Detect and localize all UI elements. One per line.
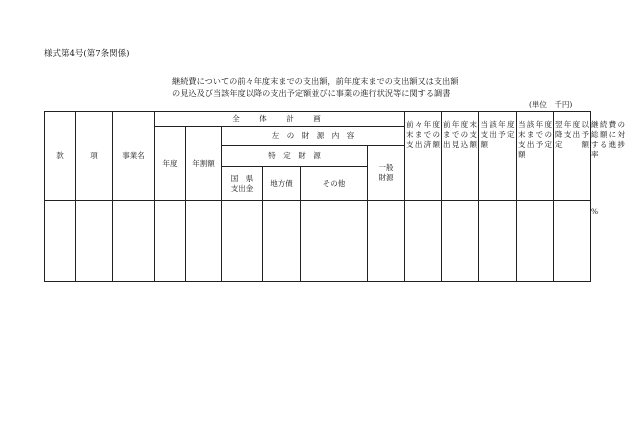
cell-zenzen-nendo <box>405 201 442 282</box>
header-zaigen-naiyo: 左 の 財 源 内 容 <box>222 127 405 146</box>
title-line-1: 継続費についての前々年度末までの支出額，前年度末までの支出額又は支出額 <box>172 76 459 86</box>
header-kokken-shishutsukin: 国 県 支出金 <box>222 167 263 201</box>
header-zenzen-nendo: 前々年度末までの支出済額 <box>405 112 442 201</box>
cell-ippan-zaigen <box>368 201 405 282</box>
cell-sonota <box>301 201 368 282</box>
cell-jigyomei <box>113 201 155 282</box>
cell-nendo <box>155 201 186 282</box>
table-row: % <box>45 201 591 282</box>
header-kou: 項 <box>76 112 113 201</box>
cell-kou <box>76 201 113 282</box>
header-sonota: その他 <box>301 167 368 201</box>
cell-nenwari-gaku <box>186 201 222 282</box>
header-tokutei-zaigen: 特 定 財 源 <box>222 146 368 167</box>
form-number-label: 様式第4号(第7条関係) <box>44 49 130 59</box>
header-jigyomei: 事業名 <box>113 112 155 201</box>
header-nendo: 年度 <box>155 127 186 201</box>
header-ippan-zaigen: 一般 財源 <box>368 146 405 201</box>
header-kan: 款 <box>45 112 76 201</box>
unit-label: (単位 千円) <box>529 100 573 109</box>
cell-yokunendo-ikou <box>554 201 591 282</box>
cell-tougai-nendo <box>479 201 517 282</box>
header-chihousai: 地方債 <box>263 167 301 201</box>
header-tougai-nendo: 当該年度支出予定額 <box>479 112 517 201</box>
title-line-2: の見込及び当該年度以降の支出予定額並びに事業の進行状況等に関する調書 <box>172 88 451 98</box>
header-zentai-keikaku: 全 体 計 画 <box>155 112 405 127</box>
cell-chihousai <box>263 201 301 282</box>
cell-kokken-shishutsukin <box>222 201 263 282</box>
header-zen-nendo: 前年度末までの支出見込額 <box>442 112 479 201</box>
header-nenwari-gaku: 年割額 <box>186 127 222 201</box>
document-title <box>172 75 472 99</box>
header-yokunendo-ikou: 翌年度以降支出予定額 <box>554 112 591 201</box>
cell-tougai-nendomatsu <box>517 201 554 282</box>
continuing-expenditure-table: 款 項 事業名 全 体 計 画 前々年度末までの支出済額 前年度末までの支出見込額 当該年度支出予定額 当該年度末までの支出予定額 翌年度以降支出予定額 継続費の総額に対する進捗率 年度 年割額 左 の 財 源 内 容 特 定 財 源 一般 財源 国 県 支出金 地方債 その他 % <box>44 111 591 282</box>
cell-kan <box>45 201 76 282</box>
header-tougai-nendomatsu: 当該年度末までの支出予定額 <box>517 112 554 201</box>
cell-zen-nendo <box>442 201 479 282</box>
